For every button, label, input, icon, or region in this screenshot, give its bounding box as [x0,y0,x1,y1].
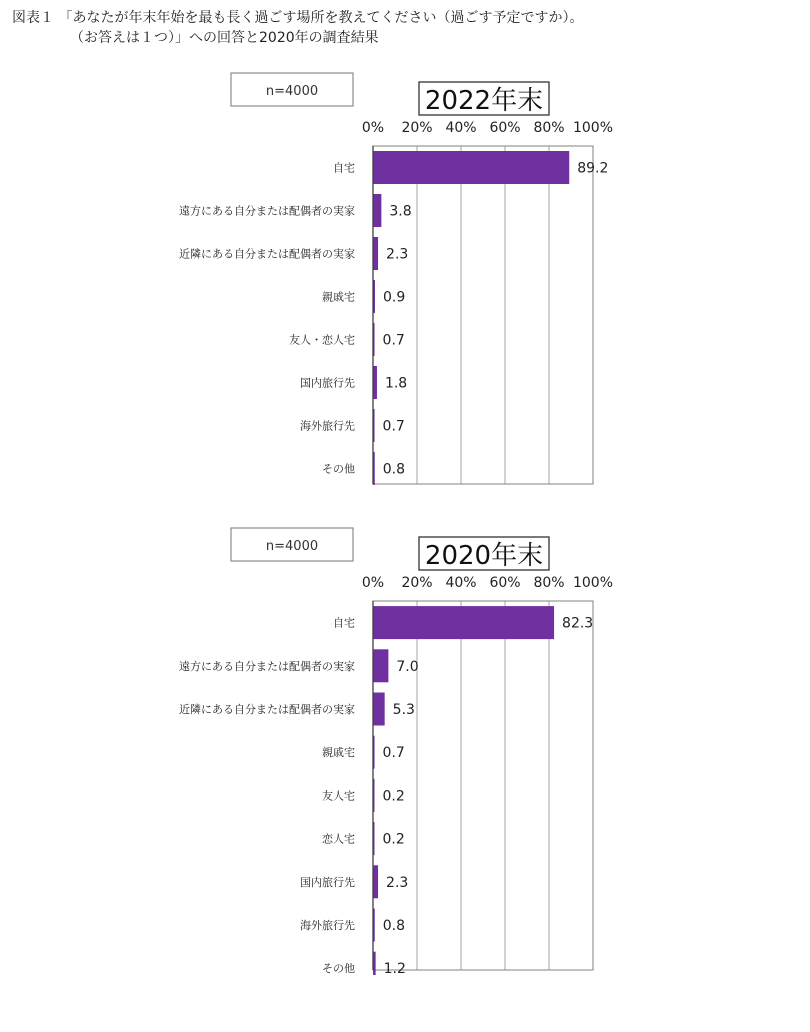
data-label: 0.8 [382,461,406,478]
category-label: 自宅 [333,616,355,630]
bar [373,693,385,726]
x-tick-label: 100% [572,120,614,136]
category-label: 遠方にある自分または配偶者の実家 [179,659,355,673]
x-tick-label: 100% [572,575,614,591]
data-label: 82.3 [562,615,594,632]
figure-title [12,8,802,48]
data-label: 2.3 [386,874,409,891]
category-label: 近隣にある自分または配偶者の実家 [179,703,355,716]
category-label: 親戚宅 [322,290,355,304]
sample-label: n=4000 [265,84,319,99]
category-label: 遠方にある自分または配偶者の実家 [179,204,355,218]
data-label: 7.0 [396,658,419,675]
x-tick-label: 80% [533,575,565,591]
bar [373,865,378,898]
x-tick-label: 80% [533,120,565,136]
category-label: 国内旅行先 [300,376,355,390]
bar [373,194,381,227]
chart-2020 [0,525,810,975]
x-tick-label: 20% [401,120,433,136]
data-label: 5.3 [392,702,415,718]
data-label: 1.2 [383,961,406,975]
data-label: 0.7 [382,418,405,435]
x-tick-label: 40% [445,575,477,591]
category-label: その他 [322,462,355,476]
data-label: 0.8 [382,918,406,934]
figure-title-line2: （お答えは１つ）」への回答と2020年の調査結果 [70,30,379,46]
sample-label: n=4000 [265,539,319,554]
bar [373,649,388,682]
x-tick-label: 60% [489,120,521,136]
data-label: 0.2 [382,788,405,805]
bar [373,606,554,639]
x-tick-label: 40% [445,120,477,136]
category-label: 国内旅行先 [300,875,355,889]
x-tick-label: 0% [361,575,385,591]
category-label: 親戚宅 [322,746,355,760]
bar [373,237,378,270]
category-label: 友人・恋人宅 [289,333,355,347]
category-label: 海外旅行先 [300,919,355,932]
plot-frame [373,146,593,484]
chart-title: 2022年末 [424,86,544,116]
data-label: 1.8 [384,375,408,392]
data-label: 0.7 [382,745,405,762]
category-label: 自宅 [333,161,355,175]
category-label: 近隣にある自分または配偶者の実家 [179,247,355,261]
category-label: その他 [322,962,355,975]
data-label: 2.3 [386,246,409,263]
chart-2022 [0,70,810,500]
bar [373,151,569,184]
category-label: 恋人宅 [322,832,355,846]
x-tick-label: 20% [401,575,433,591]
chart-title: 2020年末 [424,541,544,571]
figure-title-line1: 図表１ 「あなたが年末年始を最も長く過ごす場所を教えてください（過ごす予定ですか）。 [12,10,584,26]
data-label: 0.7 [382,332,405,349]
category-label: 海外旅行先 [300,419,355,433]
data-label: 0.9 [382,289,406,306]
data-label: 0.2 [382,831,405,848]
x-tick-label: 60% [489,575,521,591]
category-label: 友人宅 [322,789,355,803]
x-tick-label: 0% [361,120,385,136]
plot-frame [373,601,593,970]
data-label: 89.2 [577,160,609,177]
data-label: 3.8 [389,203,412,220]
